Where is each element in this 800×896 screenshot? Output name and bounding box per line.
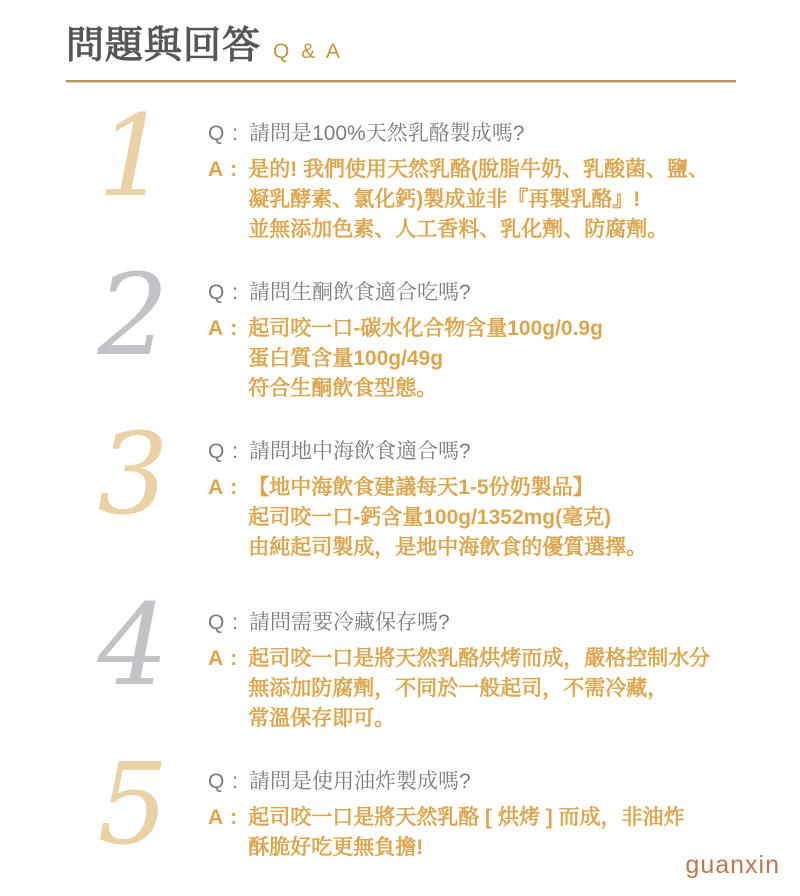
answer-prefix: A : <box>208 647 239 670</box>
answer-lines <box>248 155 709 245</box>
answer-prefix: A : <box>208 806 239 829</box>
question-line <box>208 279 800 307</box>
answer-block <box>208 644 800 734</box>
answer-line: 由純起司製成，是地中海飲食的優質選擇。 <box>248 536 648 559</box>
item-number: 4 <box>97 581 169 711</box>
question-line <box>208 609 800 637</box>
title-row <box>66 24 800 68</box>
qa-item-1 <box>0 92 800 245</box>
answer-line: 並無添加色素、人工香料、乳化劑、防腐劑。 <box>248 218 669 241</box>
answer-line: 蛋白質含量100g/49g <box>248 347 444 370</box>
question-prefix: Q : <box>208 440 240 463</box>
qa-subtitle: Q & A <box>273 40 343 63</box>
answer-line: 起司咬一口是將天然乳酪烘烤而成，嚴格控制水分 <box>248 647 711 670</box>
question-prefix: Q : <box>208 122 240 145</box>
answer-line: 起司咬一口-碳水化合物含量100g/0.9g <box>248 317 603 340</box>
item-number-column <box>58 740 208 870</box>
answer-block <box>208 314 800 404</box>
item-number: 1 <box>97 92 169 222</box>
question-text: 請問是100%天然乳酪製成嗎? <box>249 122 525 145</box>
answer-lines <box>248 314 603 404</box>
answer-block <box>208 155 800 245</box>
answer-line: 無添加防腐劑，不同於一般起司，不需冷藏， <box>248 677 669 700</box>
answer-prefix: A : <box>208 317 239 340</box>
item-number-column <box>58 92 208 222</box>
item-number: 2 <box>97 251 169 381</box>
question-line <box>208 438 800 466</box>
item-number-column <box>58 410 208 540</box>
item-number: 5 <box>97 740 169 870</box>
qa-content <box>208 279 800 404</box>
qa-content <box>208 609 800 734</box>
answer-prefix: A : <box>208 158 239 181</box>
qa-item-2 <box>0 251 800 404</box>
watermark: guanxin <box>685 851 780 879</box>
question-line <box>208 768 800 796</box>
answer-line: 起司咬一口是將天然乳酪 [ 烘烤 ] 而成，非油炸 <box>248 806 685 829</box>
question-text: 請問是使用油炸製成嗎? <box>249 770 471 793</box>
question-prefix: Q : <box>208 770 240 793</box>
answer-lines <box>248 803 684 863</box>
qa-content <box>208 120 800 245</box>
answer-prefix: A : <box>208 476 239 499</box>
answer-line: 是的! 我們使用天然乳酪(脫脂牛奶、乳酸菌、鹽、 <box>248 158 710 181</box>
page-title: 問題與回答 <box>66 25 262 67</box>
item-number-column <box>58 581 208 711</box>
qa-item-3 <box>0 410 800 563</box>
answer-line: 常溫保存即可。 <box>248 707 396 730</box>
qa-content <box>208 768 800 863</box>
question-prefix: Q : <box>208 611 240 634</box>
answer-lines <box>248 644 710 734</box>
qa-item-4 <box>0 581 800 734</box>
qa-content <box>208 438 800 563</box>
item-number: 3 <box>97 410 169 540</box>
answer-line: 【地中海飲食建議每天1-5份奶製品】 <box>248 476 594 499</box>
answer-line: 符合生酮飲食型態。 <box>248 377 438 400</box>
answer-block <box>208 473 800 563</box>
answer-line: 凝乳酵素、氯化鈣)製成並非『再製乳酪』! <box>248 188 641 211</box>
question-text: 請問地中海飲食適合嗎? <box>249 440 471 463</box>
question-line <box>208 120 800 148</box>
item-number-column <box>58 251 208 381</box>
answer-line: 起司咬一口-鈣含量100g/1352mg(毫克) <box>248 506 612 529</box>
question-text: 請問需要冷藏保存嗎? <box>249 611 450 634</box>
answer-line: 酥脆好吃更無負擔! <box>248 836 424 859</box>
question-prefix: Q : <box>208 281 240 304</box>
header <box>0 0 800 68</box>
answer-lines <box>248 473 647 563</box>
question-text: 請問生酮飲食適合吃嗎? <box>249 281 471 304</box>
